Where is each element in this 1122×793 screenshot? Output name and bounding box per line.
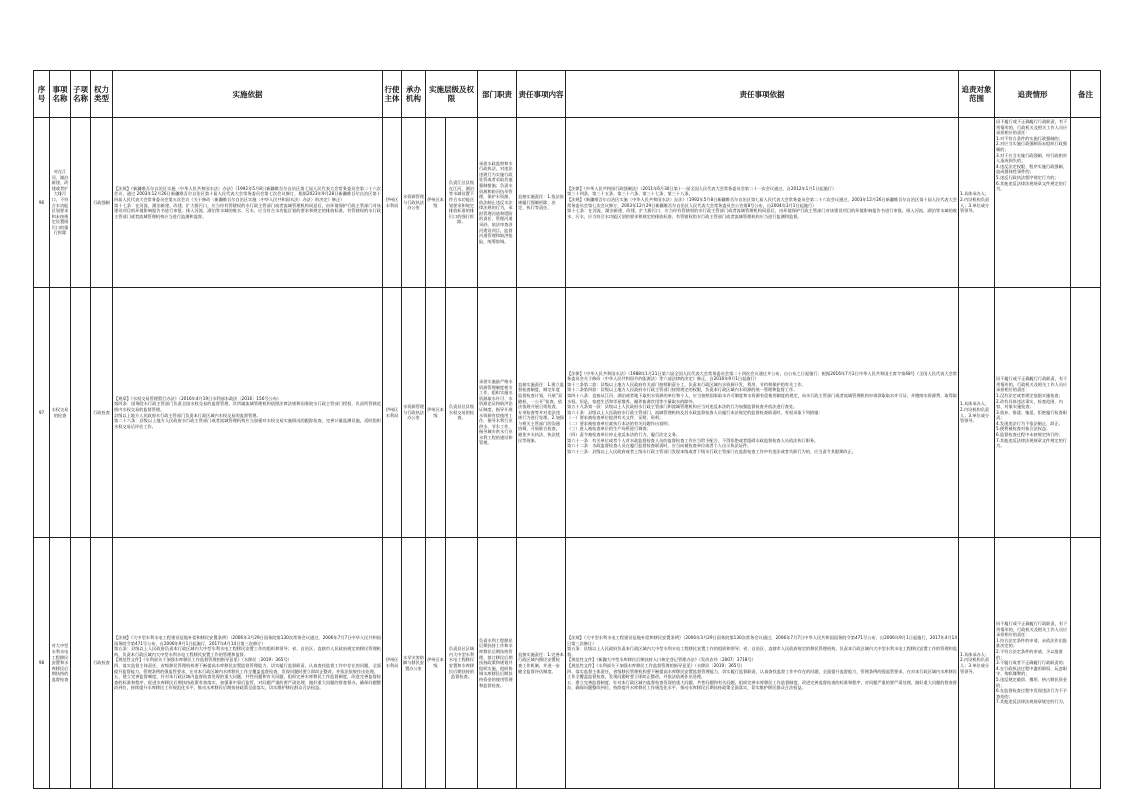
circumstance-item: 7.其他违反法律法规规章规定的行为。 [996,699,1067,705]
basis-paragraph: 第十七条：在河流、湖泊新建、改建、扩大排污口，应当经有管辖权的水行政主管部门或者流域管理机构同意后，由环境保护行政主管部门对该建设项目的环境影响报告书进行审批。排入河流、湖泊等水域的废水、污水，应当符合水功能区划的要求和规定的排放标准，有管辖权的水行政主管部门或者流域管理机构应当进行监测和监督。 [114,202,381,219]
cell-scope: 1.具体承办人；2.内设机构负责人；3.单位或分管领导。 [959,118,995,288]
cell-power-type: 行政检查 [91,538,113,789]
header-seq: 序号 [34,71,50,118]
header-duty-content: 责任事项内容 [517,71,566,118]
cell-duty-content: 直接实施责任：1.完善本行政区域内移民安置检查工作机制，并进一步健全监督评估制度。 [517,538,566,789]
circumstance-item: 3.不履行或者不正确履行行政职责的； [996,660,1067,666]
circumstance-item: 因不履行或不正确履行行政职责，有下列情形的，行政机关及相关工作人员应承担相应的责任： [996,376,1068,393]
cell-exercising-body: 伊州区水利局 [383,118,402,288]
header-circumstances: 追责情形 [995,71,1071,118]
basis-paragraph: 第二十六条：县级以上地方人民政府水行政主管部门或者流域管理机构应当加强对水权交易实施情况的跟踪检查，完善计量监测设施，适时组织水权交易后评估工作。 [114,418,381,429]
cell-remarks [1071,538,1101,789]
basis-paragraph: 【法规】《新疆维吾尔自治区实施〈中华人民共和国水法〉办法》（1992年5月8日新疆维吾尔自治区第七届人民代表大会常务委员会第二十六次会议，通过 2003年12月26日新疆维吾尔自治区第十届人民代表大会常务委员会第七次会议修订，根据2023年9月28日新疆维吾尔自治区第十四届人民代表大会常务委员会第五次会议《关于修改〈新疆维吾尔自治区实施〈中华人民共和国水法〉办法〉的决定》修正） [114,185,381,202]
cell-item-name: 水权交易的检查 [50,288,71,538]
basis-paragraph: 四、落实监督主体责任，省级移民管理机构要不断提高水库移民安置监督管理能力，切实履行监督职责，认真查找监督工作中存在的问题，全面提升监督能力，管理条例的强监管要求，在对本行政区域内水库移民工作全覆盖监督检查，发现问题时要立即纠正整改，并依法依规作出处理。 [114,663,381,674]
cell-level-a: 伊州区本级 [426,538,446,789]
basis-paragraph: 【规范性文件】《水利部关于加强水库移民工作监督管理的指导意见》（水移民〔2019〕365号） [114,657,292,663]
duty-basis-paragraph: 第五条：县级以上人民政府负责本行政区域内大中型水利水电工程移民安置工作的组织和领导；省、自治区、直辖市人民政府规定的移民管理机构，负责本行政区域内大中型水利水电工程移民安置工作的管理和监督。 [567,646,957,657]
duty-basis-paragraph: （一）要求被检查单位提供有关文件、证照、资料； [567,415,664,421]
header-undertaking-org: 承办机构 [402,71,426,118]
cell-level-b: 负责县区县级水权交易的检查。 [446,288,478,538]
header-exercising-body: 行使主体 [383,71,402,118]
cell-seq: 97 [34,288,50,538]
cell-undertaking-org: 水资源管理与行政执法办公室 [402,118,426,288]
circumstance-item: 6.监督检查过程中未按规定执行的； [996,432,1063,438]
cell-level-b: 负责江区县级在江河、湖泊等水域设置不符合水功能区划要求和规定排放标准的排污口的强行拆除。 [446,118,478,288]
header-dept-duty: 部门职责 [478,71,517,118]
duty-basis-paragraph: 四、落实监督主体责任，省级移民管理机构要不断提高水库移民安置监督管理能力，切实履行监督职责，认真查找监督工作中存在的问题，全面提升监督能力，管理条例的强监管要求，在对本行政区域内水库移民工作全覆盖监督检查，发现问题时要立即纠正整改，并依法依规作出处理。 [567,668,957,680]
duty-basis-paragraph: 第六十三条：县级以上人民政府或者上级水行政主管部门发现本级或者下级水行政主管部门在监督检查工作中有违法或者失职行为的，应当责令其限期改正。 [567,448,856,454]
duty-basis-paragraph: 第五十九条第一款：县级以上人民政府水行政主管部门和流域管理机构应当对违反本法的行为加强监督检查并依法进行查处。 [567,404,798,410]
circumstance-item: 6.在监督检查过程中发现违法行为不予查处的； [996,688,1067,699]
cell-level-b: 负责县区区域内大中型水利水电工程移民安置和水库移民后期扶持的监督检查。 [446,538,478,789]
circumstance-item: 3.放弃、推诿、拖延、拒绝履行检查职责； [996,409,1067,421]
cell-scope: 1.具体承办人；2.内设机构负责人；3.单位或分管领导。 [959,538,995,789]
duty-basis-paragraph: （四）责令被检查单位停止违反本法的行为，履行法定义务。 [567,432,681,438]
table-row [34,538,1101,789]
cell-duty-basis [566,288,959,538]
cell-level-a: 伊州区本级 [426,288,446,538]
circumstance-item: 4.违反法定权限、程序实施行政强制，造成群体性事件的； [996,163,1067,175]
circumstance-item: 因不履行或不正确履行行政职责，有下列情形的，行政机关及相关工作人员应承担相应的责任： [996,621,1068,638]
cell-undertaking-org: 水旱灾害防御与移民安置办公室 [402,538,426,789]
cell-remarks [1071,118,1101,288]
circumstance-item: 2.不符合法定条件的申请，予以批准的； [996,649,1063,660]
cell-duty-basis [566,538,959,789]
circumstance-item: 5.违反行政执法程序规定行为的； [996,174,1059,180]
duty-basis-paragraph: 【法律】《中华人民共和国行政强制法》（2011年6月30日第十一届全国人民代表大会常务委员会第二十一次会议通过，自2012年1月1日起施行） [567,185,837,191]
basis-paragraph: 五、建立完善监督制度，针对本行政区域内监督检查发现的重大问题，共性问题和有关问题，组织完善水库移民工作监督制度，改进完善监督检查的标准和程序，促进水库移民后期扶持政策有效落实，加强事中事后监管，对问题严重的要严肃处理，做好重大问题的督查督办，确保问题整改到位，持续提升水库移民工作规范化水平，推动水库移民后期扶持政策全面落实，切实维护移民群众合法权益。 [114,674,381,691]
basis-paragraph: 【规章】《水权交易管理暂行办法》（2016年4月19日水利部水政法〔2016〕156号公布） [114,395,282,401]
cell-sub-name [71,288,91,538]
circumstance-item: 1.符合法定条件的申请，未依法作出批准决定的； [996,637,1067,649]
cell-circumstances [995,538,1071,789]
cell-level-a: 伊州区本级 [426,118,446,288]
cell-power-type: 行政强制 [91,118,113,288]
cell-duty-basis [566,118,959,288]
duty-basis-paragraph: 第六十条：县级以上人民政府水行政主管部门、流域管理机构及其水政监督检查人员履行本法规定的监督检查职责时，有权采取下列措施： [567,409,823,415]
duty-basis-paragraph: 【法规】《大中型水利水电工程建设征地补偿和移民安置条例》（2006年3月29日国务院第130次常务会议通过，2006年7月7日中华人民共和国国务院令第471号公布，自2006年9月1日起施行，2017年4月14日第三次修订） [567,635,957,646]
cell-dept-duty: 负责水利工程移民后期扶持工作和水库移民后期扶持管理，拟订移民后期扶持政策和规划并组织实施，组织协调水库移民后期扶持资金的使用管理和监督检查。 [478,538,517,789]
cell-dept-duty: 承担水政监察和水行政执法，对违法违规行为实施行政处罚或者采取其他强制措施；负责水资源和防汛抗旱管理，保护水资源，依法制止违反水法律法规的行为，承担管理河道和堤防的责任，管理河道采砂，依法审查涉河建设项目，监督河道管理和防洪抢险，统筹协调。 [478,118,517,288]
cell-circumstances [995,118,1071,288]
table-row [34,118,1101,288]
duty-basis-paragraph: 第十七条：在河流、湖泊新建、改建、扩大排污口，应当经有管辖权的水行政主管部门或者流域管理机构同意后，由环境保护行政主管部门对该建设项目的环境影响报告书进行审批。排入河流、湖泊等水域的废水、污水，应当符合水功能区划的要求和规定的排放标准，有管辖权的水行政主管部门或者流域管理机构应当进行监测和监督。 [567,208,957,219]
duty-basis-paragraph: 【法律】《中华人民共和国水法》（1988年1月21日第六届全国人民代表大会常务委员会第二十四次会议通过并公布，自公布之日起施行；根据2016年7月2日中华人民共和国主席令第48号《全国人民代表大会常务委员会关于修改〈中华人民共和国节约能源法〉等六部法律的决定》修正，自2016年9月1日起施行） [567,370,957,382]
cell-item-name: 对在江河、湖泊新建、改建或者扩大排污口，不符合水功能区划要求和未按规定设置排污口的强行拆除 [50,118,71,288]
circumstance-item: 2.改有具体违法事实，检查范围、内容、对象实施检查； [996,398,1063,410]
basis-paragraph: 第四条：国务院水行政主管部门负责全国水权交易的监督管理，其所属流域管理机构依照法律法规和国务院水行政主管部门授权，负责所管辖范围内水权交易的监督管理。 [114,401,381,412]
circumstance-item: 5.违反规定截留、挪用、挤占移民资金的； [996,676,1067,688]
cell-circumstances [995,288,1071,538]
header-duty-basis: 责任事项依据 [566,71,959,118]
cell-sub-name [71,118,91,288]
cell-power-type: 行政检查 [91,288,113,538]
duty-basis-paragraph: 【法规】《新疆维吾尔自治区实施〈中华人民共和国水法〉办法》（1992年5月8日新疆维吾尔自治区第七届人民代表大会常务委员会第二十六次会议通过，2003年12月26日新疆维吾尔自治区第十届人民代表大会常务委员会第七次会议修订，2003年12月29日新疆维吾尔自治区人民代表大会常务委员会公告第8号公布，自2004年3月1日起施行） [567,196,957,208]
duty-basis-paragraph: 【规范性文件】《水利部关于加强水库移民工作监督管理的指导意见》（水移民〔2019〕365号） [567,663,745,668]
circumstance-item: 1.没有法定或者规定依据实施检查； [996,392,1063,398]
cell-remarks [1071,288,1101,538]
circumstance-item: 2.对应当实施行政强制而未组织行政强制的； [996,141,1067,152]
duty-basis-paragraph: 【规范性文件】《新疆大中型水库移民后期扶持人口核定登记管理办法》（发改农经〔2007〕3718号） [567,657,756,663]
header-level: 实施层级及权限 [426,71,478,118]
cell-exercising-body: 伊州区水利局 [383,288,402,538]
duty-basis-paragraph: 第十二条第四款：县级以上地方人民政府水行政主管部门按照规定的权限，负责本行政区域内水资源的统一管理和监督工作。 [567,387,798,393]
header-sub-name: 子项名称 [71,71,91,118]
basis-paragraph: 县级以上地方人民政府水行政主管部门负责本行政区域内水权交易的监督管理。 [114,412,261,418]
cell-basis [113,118,383,288]
cell-undertaking-org: 水资源管理与行政执法办公室 [402,288,426,538]
cell-basis [113,288,383,538]
circumstance-item: 6.其他违反法律法规规章文件规定的行为。 [996,180,1067,192]
header-scope: 追责对象范围 [959,71,995,118]
circumstance-item: 5.便利被检查对象合法权益； [996,426,1051,432]
circumstance-item: 1.对不符合条件的实施行政强制的； [996,135,1063,141]
header-basis: 实施依据 [113,71,383,118]
basis-paragraph: 第五条：县级以上人民政府负责本行政区域内大中型水利水电工程移民安置工作的组织和领导；省、自治区、直辖市人民政府规定的移民管理机构，负责本行政区域内大中型水利水电工程移民安置工作的管理和监督。 [114,646,381,657]
duty-basis-paragraph: 五、建立完善监督制度，针对本行政区域内监督检查发现的重大问题、共性问题和有关问题，组织完善水库移民工作监督制度，改进完善监督检查的标准和程序，对问题严重的要严肃处理，做好重大问题的督查督办，确保问题整改到位，持续提升水库移民工作规范化水平，推动水库移民后期扶持政策全面落实，切实维护移民群众合法权益。 [567,679,957,691]
cell-exercising-body: 伊州区水利局 [383,538,402,789]
cell-scope: 1.具体承办人；2.内设机构负责人；3.单位或分管领导。 [959,288,995,538]
duty-basis-paragraph: 第四十八条：直接从江河、湖泊或者地下取用水资源的单位和个人，应当按照国家取水许可制度和水资源有偿使用制度的规定，向水行政主管部门或者流域管理机构申请领取取水许可证，并缴纳水资源费，取得取水权。但是，家庭生活和零星散养、圈养畜禽饮用等少量取水的除外。 [567,392,957,404]
duty-basis-paragraph: （二）要求被检查单位就执行本法的有关问题作出说明； [567,420,672,426]
cell-item-name: 对大中型水利水电工程移民安置和水库移民后期扶持的监督检查 [50,538,71,789]
duty-basis-paragraph: 第六十一条：有关单位或者个人对水政监督检查人员的监督检查工作应当给予配合，不得拒绝或者阻碍水政监督检查人员依法执行职务。 [567,437,819,443]
header-power-type: 权力类型 [91,71,113,118]
cell-seq: 96 [34,118,50,288]
duty-basis-paragraph: （三）进入被检查单位的生产场所进行调查； [567,426,651,432]
cell-seq: 98 [34,538,50,789]
header-remarks: 备注 [1071,71,1101,118]
header-item-name: 事项名称 [50,71,71,118]
basis-paragraph: 【法规】《大中型水利水电工程建设征地补偿和移民安置条例》（2006年3月29日国务院第130次常务会议通过，2006年7月7日中华人民共和国国务院令第471号公布，自2006年9月1日起施行，2017年4月14日第三次修订） [114,635,381,646]
duty-basis-paragraph: 第六十二条：水政监督检查人员在履行监督检查职责时，应当向被检查单位或者个人出示执法证件。 [567,443,752,449]
cell-dept-duty: 承担实施最严格水资源管理制度相关工作，组织实施水资源取水许可、水资源论证和防洪论证制度，指导开展水资源有偿使用工作，指导水利行业供水、节水工作，指导城乡供水行业水利工程的建设和管理。 [478,288,517,538]
cell-duty-content: 直接实施责任：1.依法依规履行强制拆除、决定、执行等责任。 [517,118,566,288]
power-list-table [33,70,1101,789]
circumstance-item: 4.在行政执法过程中滥用职权、玩忽职守、徇私舞弊的； [996,665,1067,677]
cell-duty-content: 直接实施责任：1.建立监督检查制度，制定年度监督检查计划，开展“双随机、一公开”检查，依法依规开展日常检查、专项检查等并对违法违规行为进行处理。2.加强与相关主管部门的沟通协调，开展联合检查，避免多头执法、执法扰民等现象。 [517,288,566,538]
circumstance-item: 3.对于应当实施行政强制，经行政相对人造成损失的； [996,152,1067,164]
duty-basis-paragraph: 第三十四条、第三十五条、第三十六条、第三十七条、第三十八条。 [567,191,693,197]
table-row [34,288,1101,538]
cell-sub-name [71,538,91,789]
circumstance-item: 因不履行或不正确履行行政职责，有下列情形的，行政机关及相关工作人员应承担相应的责任： [996,119,1068,136]
cell-basis [113,538,383,789]
table-header-row [34,71,1101,118]
circumstance-item: 7.其他违反法律法规规章文件规定的行为。 [996,437,1067,449]
circumstance-item: 4.发现违法行为不依法制止、纠正； [996,420,1063,426]
duty-basis-paragraph: 第十三条第二款：县级以上地方人民政府有关部门按照职责分工，负责本行政区域内水资源开发、利用、节约和保护的有关工作。 [567,381,806,387]
